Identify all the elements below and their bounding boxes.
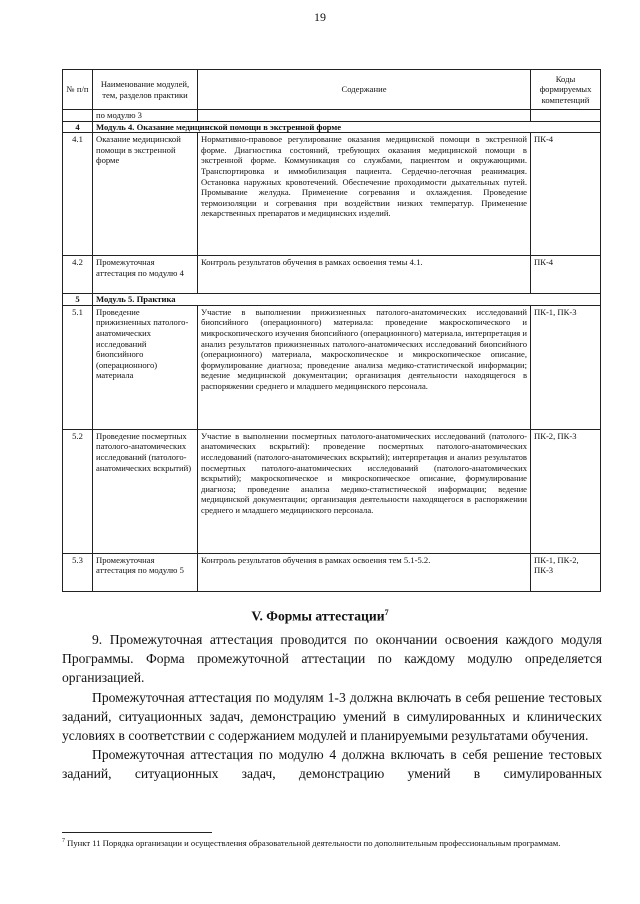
header-name: Наименование модулей, тем, разделов практики — [93, 70, 198, 110]
module-num: 4 — [63, 121, 93, 133]
cell-codes: ПК-4 — [531, 133, 601, 256]
paragraph: 9. Промежуточная аттестация проводится по окончании освоения каждого модуля Программы. Форма промежуточной аттестации по каждому модулю определяется организацией. — [62, 632, 602, 686]
paragraph: Промежуточная аттестация по модулям 1-3 должна включать в себя решение тестовых заданий, ситуационных задач, демонстрацию умений в симулированных и клинических условиях в соответствии с содержанием модулей и планируемыми результатами обучения. — [62, 689, 602, 744]
cell-content: Участие в выполнении прижизненных патолого-анатомических исследований биопсийного (операционного) материала: проведение макроскопического и микроскопического изучения биопсийного (операционного) материала, интерпретация и анализ результатов прижизненных патолого-анатомических исследований биопсийного (операционного) материала, макроскопическое и микроскопическое описание, формулирование диагноза; проведение анализа медико-статистической информации; ведение медицинской документации; организация деятельности находящегося в распоряжении среднего и младшего медицинского персонала. — [198, 305, 531, 429]
cell-name: Оказание медицинской помощи в экстренной форме — [93, 133, 198, 256]
cell-content: Участие в выполнении посмертных патолого-анатомических исследований (патолого-анатомических вскрытий): проведение посмертных патолого-анатомических исследований (патолого-анатомических вскрытий); интерпретация и анализ результатов посмертных патолого-анатомических исследований (патолого-анатомических вскрытий); макроскопическое и микроскопическое описание, формулирование диагноза; проведение анализа медико-статистической информации; ведение медицинской документации; организация деятельности находящегося в распоряжении среднего и младшего медицинского персонала. — [198, 429, 531, 553]
paragraph: Промежуточная аттестация по модулю 4 должна включать в себя решение тестовых заданий, ситуационных задач, демонстрацию умений в симулированных — [62, 747, 602, 782]
footnote-text: Пункт 11 Порядка организации и осуществления образовательной деятельности по дополнительным профессиональным программам. — [67, 837, 561, 848]
section-heading — [0, 608, 640, 625]
cell-codes: ПК-1, ПК-2, ПК-3 — [531, 553, 601, 591]
cell-name: по модулю 3 — [93, 110, 198, 122]
curriculum-table — [62, 69, 601, 592]
cell-num: 4.1 — [63, 133, 93, 256]
cell-name: Проведение посмертных патолого-анатомических исследований (патолого-анатомических вскрытий) — [93, 429, 198, 553]
header-num: № п/п — [63, 70, 93, 110]
cell-codes: ПК-2, ПК-3 — [531, 429, 601, 553]
footnote-divider — [62, 832, 212, 833]
cell-codes: ПК-4 — [531, 256, 601, 294]
table-row — [63, 305, 601, 429]
table-row — [63, 553, 601, 591]
cell-codes: ПК-1, ПК-3 — [531, 305, 601, 429]
header-codes: Коды формируемых компетенций — [531, 70, 601, 110]
table-row — [63, 110, 601, 122]
page-number: 19 — [314, 10, 326, 24]
cell-num — [63, 110, 93, 122]
cell-name: Проведение прижизненных патолого-анатомических исследований биопсийного (операционного) материала — [93, 305, 198, 429]
table-row — [63, 429, 601, 553]
section-title: V. Формы аттестации — [251, 608, 385, 624]
module-row — [63, 294, 601, 306]
cell-content: Нормативно-правовое регулирование оказания медицинской помощи в экстренной форме. Диагностика состояний, требующих оказания медицинской помощи в экстренной форме. Коммуникация со службами, пациентом и окружающими. Транспортировка и иммобилизация пациента. Сердечно-легочная реанимация. Остановка наружных кровотечений. Обеспечение проходимости дыхательных путей. Промывание желудка. Применение согревания и охлаждения. Проведение термоизоляции и согревания при воздействии низких температур. Применение лекарственных препаратов и медицинских изделий. — [198, 133, 531, 256]
cell-content: Контроль результатов обучения в рамках освоения темы 4.1. — [198, 256, 531, 294]
footnote — [62, 836, 602, 849]
header-content: Содержание — [198, 70, 531, 110]
table-row — [63, 256, 601, 294]
cell-num: 5.3 — [63, 553, 93, 591]
cell-content — [198, 110, 531, 122]
module-num: 5 — [63, 294, 93, 306]
cell-name: Промежуточная аттестация по модулю 4 — [93, 256, 198, 294]
footnote-mark: 7 — [62, 838, 65, 844]
cell-codes — [531, 110, 601, 122]
module-title: Модуль 4. Оказание медицинской помощи в экстренной форме — [93, 121, 601, 133]
cell-num: 4.2 — [63, 256, 93, 294]
body-text — [62, 630, 602, 784]
module-row — [63, 121, 601, 133]
table-header-row — [63, 70, 601, 110]
cell-num: 5.2 — [63, 429, 93, 553]
module-title: Модуль 5. Практика — [93, 294, 601, 306]
cell-content: Контроль результатов обучения в рамках освоения тем 5.1-5.2. — [198, 553, 531, 591]
table-row — [63, 133, 601, 256]
cell-name: Промежуточная аттестация по модулю 5 — [93, 553, 198, 591]
cell-num: 5.1 — [63, 305, 93, 429]
footnote-ref: 7 — [384, 608, 389, 617]
